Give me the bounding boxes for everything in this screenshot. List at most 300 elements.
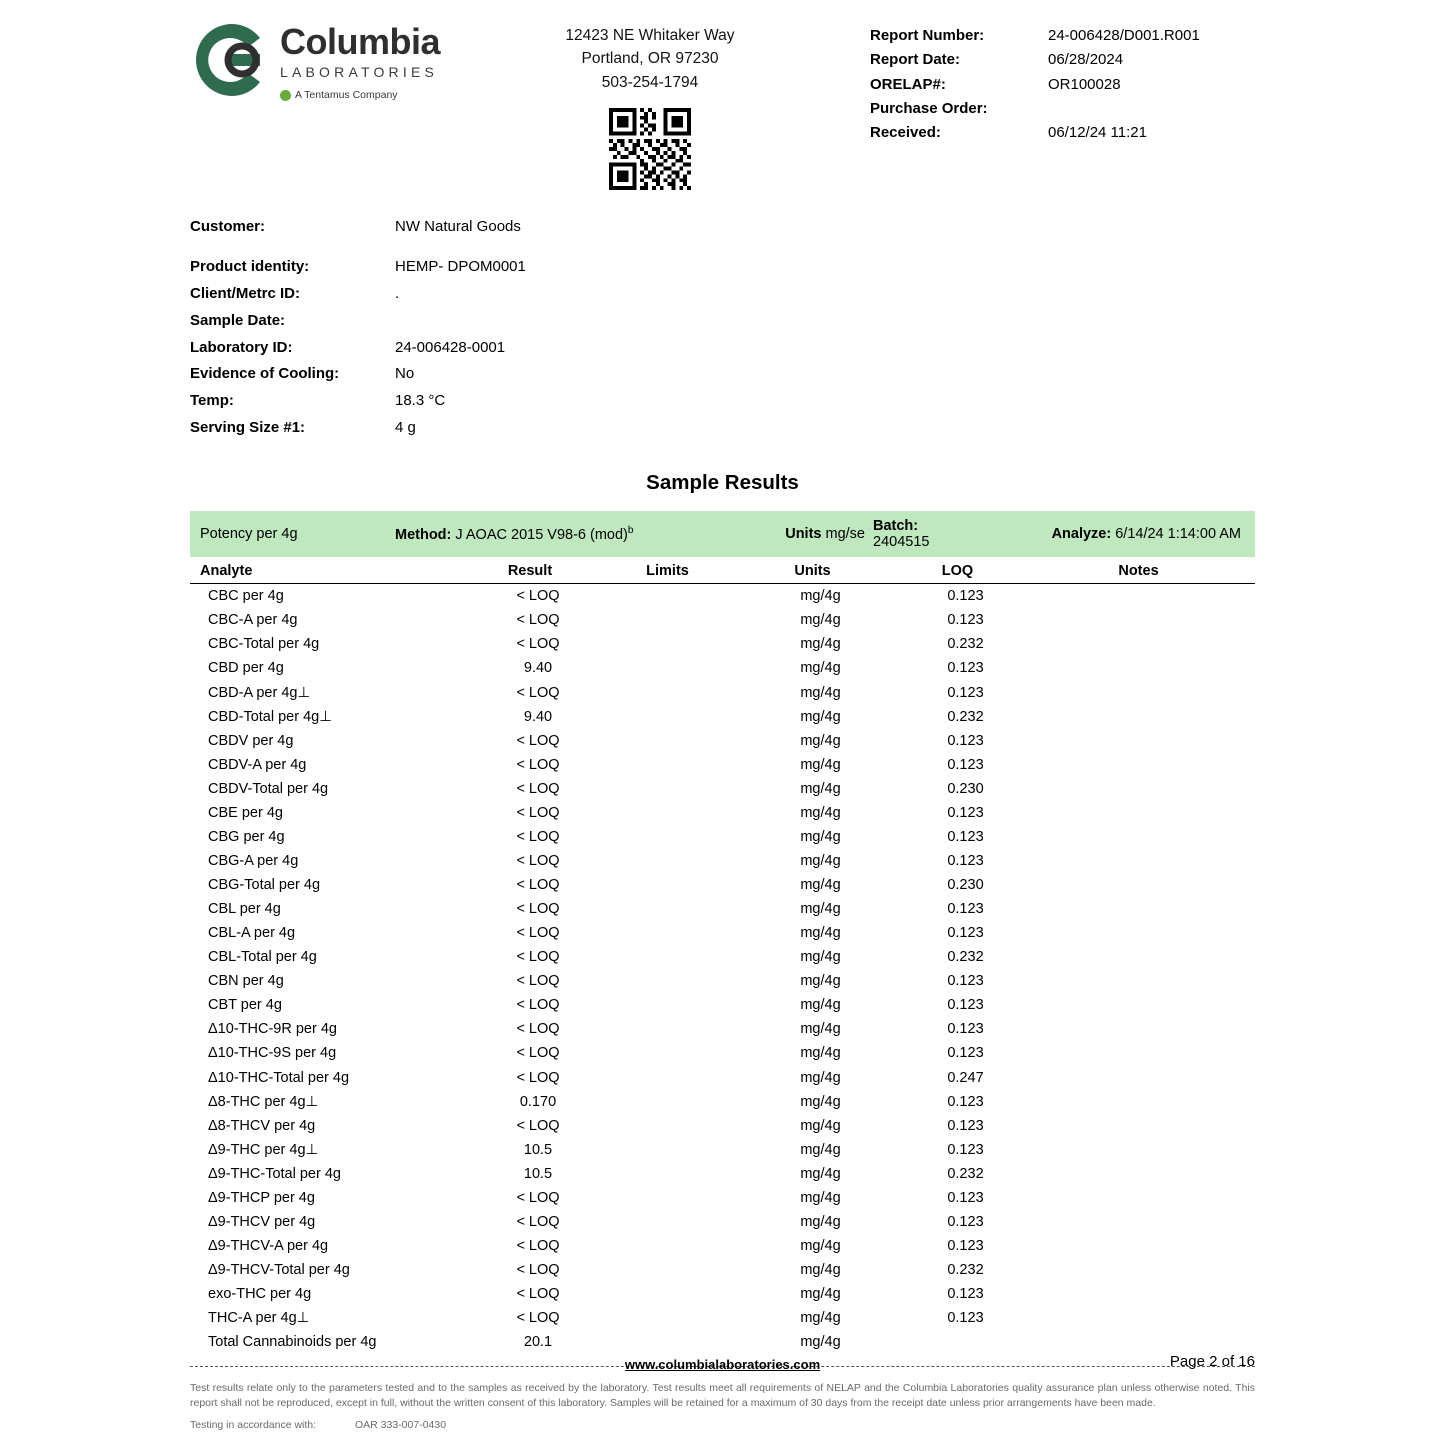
cell-notes [1038, 777, 1247, 801]
cell-result: 9.40 [523, 660, 553, 677]
band-units [755, 526, 865, 542]
cell-notes [1038, 1234, 1247, 1258]
cell-result: < LOQ [516, 925, 560, 942]
table-row [190, 849, 1255, 873]
cell-limits [603, 1282, 748, 1306]
meta-row [870, 73, 1385, 97]
cell-result: < LOQ [516, 973, 560, 990]
cell-limits [603, 632, 748, 656]
column-header-result: Result [507, 563, 553, 580]
table-row [190, 632, 1255, 656]
cell-loq: 0.123 [947, 1310, 984, 1327]
info-label: Customer: [190, 217, 266, 235]
cell-analyte: Δ9-THCV per 4g [208, 1213, 316, 1230]
info-label: Serving Size #1: [190, 418, 306, 436]
table-row [190, 1138, 1255, 1162]
results-column-headers [190, 557, 1255, 584]
cell-limits [603, 1330, 748, 1354]
cell-loq: 0.123 [947, 901, 984, 918]
cell-loq: 0.123 [947, 684, 984, 701]
cell-limits [603, 753, 748, 777]
tentamus-leaf-icon [280, 90, 291, 101]
cell-loq: 0.232 [947, 636, 984, 653]
band-batch-label: Batch: [873, 518, 919, 535]
cell-loq: 0.123 [947, 804, 984, 821]
cell-analyte: THC-A per 4g⊥ [208, 1310, 310, 1327]
cell-loq: 0.123 [947, 1021, 984, 1038]
results-band-header [190, 511, 1255, 557]
cell-notes [1038, 945, 1247, 969]
cell-units: mg/4g [800, 1117, 841, 1134]
report-header [0, 0, 1445, 190]
cell-units: mg/4g [800, 684, 841, 701]
table-row [190, 1258, 1255, 1282]
table-row [190, 656, 1255, 680]
info-value: NW Natural Goods [395, 217, 521, 235]
cell-result: < LOQ [516, 1310, 560, 1327]
cell-units: mg/4g [800, 1021, 841, 1038]
cell-loq: 0.123 [947, 973, 984, 990]
cell-analyte: Total Cannabinoids per 4g [208, 1334, 377, 1351]
cell-result: 10.5 [523, 1141, 553, 1158]
table-row [190, 993, 1255, 1017]
cell-loq: 0.247 [947, 1069, 984, 1086]
cell-loq: 0.123 [947, 612, 984, 629]
meta-row [870, 121, 1385, 145]
info-value: . [395, 285, 400, 303]
meta-row [870, 97, 1385, 121]
cell-result: < LOQ [516, 684, 560, 701]
cell-loq: 0.123 [947, 1141, 984, 1158]
info-label: Sample Date: [190, 311, 286, 329]
table-row [190, 801, 1255, 825]
footer-accordance [190, 1419, 1255, 1431]
info-value [395, 308, 1445, 335]
cell-units: mg/4g [800, 852, 841, 869]
footer-page-number: Page 2 of 16 [1169, 1353, 1255, 1371]
meta-label: Report Date: [870, 51, 961, 69]
meta-label: ORELAP#: [870, 75, 946, 93]
cell-units: mg/4g [800, 925, 841, 942]
table-row [190, 1090, 1255, 1114]
cell-notes [1038, 1090, 1247, 1114]
cell-limits [603, 1162, 748, 1186]
cell-limits [603, 993, 748, 1017]
cell-loq: 0.232 [947, 1262, 984, 1278]
info-label: Laboratory ID: [190, 338, 293, 356]
cell-units: mg/4g [800, 973, 841, 990]
column-header-notes: Notes [1118, 563, 1159, 580]
cell-units: mg/4g [800, 1093, 841, 1110]
cell-limits [603, 1138, 748, 1162]
table-row [190, 1306, 1255, 1330]
cell-analyte: CBC-A per 4g [208, 612, 298, 629]
info-label: Product identity: [190, 258, 310, 276]
cell-limits [603, 777, 748, 801]
cell-analyte: CBDV per 4g [208, 732, 294, 749]
table-row [190, 681, 1255, 705]
cell-notes [1038, 897, 1247, 921]
table-row [190, 1210, 1255, 1234]
cell-result: < LOQ [516, 612, 560, 629]
info-row-sample-date [190, 308, 1445, 335]
cell-result: 10.5 [523, 1165, 553, 1182]
columbia-c-logo-icon [190, 18, 274, 102]
band-batch-value: 2404515 [873, 534, 930, 551]
cell-analyte: Δ9-THCV-A per 4g [208, 1237, 329, 1254]
cell-notes [1038, 729, 1247, 753]
cell-result: < LOQ [516, 877, 560, 893]
cell-analyte: CBDV-Total per 4g [208, 780, 329, 797]
cell-notes [1038, 1306, 1247, 1330]
cell-limits [603, 969, 748, 993]
band-analyze-label: Analyze: [1051, 526, 1112, 543]
cell-analyte: CBD per 4g [208, 660, 284, 677]
cell-analyte: Δ10-THC-Total per 4g [208, 1069, 350, 1086]
info-row-client-metrc-id [190, 281, 1445, 308]
cell-notes [1038, 656, 1247, 680]
cell-result: < LOQ [516, 1045, 560, 1062]
cell-result: < LOQ [516, 852, 560, 869]
band-potency-label: Potency per 4g [200, 526, 298, 543]
cell-result: < LOQ [516, 1286, 560, 1303]
lab-logo [190, 14, 490, 102]
cell-limits [603, 1186, 748, 1210]
cell-notes [1038, 969, 1247, 993]
band-units-label: Units [785, 526, 822, 543]
cell-analyte: CBC-Total per 4g [208, 636, 320, 653]
footer-website-link[interactable]: www.columbialaboratories.com [624, 1357, 821, 1373]
table-row [190, 1066, 1255, 1090]
cell-limits [603, 1066, 748, 1090]
cell-units: mg/4g [800, 1069, 841, 1086]
cell-analyte: Δ9-THCV-Total per 4g [208, 1262, 350, 1278]
cell-notes [1038, 1162, 1247, 1186]
cell-loq: 0.123 [947, 925, 984, 942]
meta-row [870, 24, 1385, 48]
cell-analyte: CBE per 4g [208, 804, 283, 821]
table-row [190, 1017, 1255, 1041]
meta-label: Received: [870, 124, 941, 142]
cell-notes [1038, 1330, 1247, 1354]
cell-result: < LOQ [516, 1069, 560, 1086]
cell-loq: 0.123 [947, 756, 984, 773]
cell-units: mg/4g [800, 877, 841, 893]
info-value: 18.3 °C [395, 391, 446, 409]
cell-analyte: CBC per 4g [208, 588, 284, 605]
table-row [190, 1186, 1255, 1210]
cell-notes [1038, 1114, 1247, 1138]
cell-analyte: CBT per 4g [208, 997, 282, 1014]
cell-loq: 0.232 [947, 1165, 984, 1182]
address-line-2: Portland, OR 97230 [581, 50, 719, 68]
cell-analyte: Δ10-THC-9R per 4g [208, 1021, 337, 1038]
qr-code-icon [609, 108, 691, 190]
cell-result: < LOQ [516, 901, 560, 918]
cell-units: mg/4g [800, 1213, 841, 1230]
table-row [190, 1234, 1255, 1258]
cell-limits [603, 1114, 748, 1138]
cell-units: mg/4g [800, 1310, 841, 1327]
meta-label: Purchase Order: [870, 99, 988, 117]
cell-units: mg/4g [800, 612, 841, 629]
table-row [190, 945, 1255, 969]
cell-analyte: CBD-A per 4g⊥ [208, 684, 311, 701]
info-value: No [395, 365, 415, 383]
footer-legal-text: Test results relate only to the parameters tested and to the samples as received by the laboratory. Test results meet all requirements of NELAP and the Columbia Laboratories quality assurance plan unless otherwise noted. This report shall not be reproduced, except in full, without the written consent of this laboratory. Samples will be retained for a maximum of 30 days from the receipt date unless prior arrangements have been made. [190, 1382, 1255, 1410]
cell-analyte: exo-THC per 4g [208, 1286, 312, 1303]
cell-result: < LOQ [516, 636, 560, 653]
cell-units: mg/4g [800, 636, 841, 653]
cell-notes [1038, 753, 1247, 777]
cell-loq: 0.123 [947, 828, 984, 845]
cell-analyte: CBN per 4g [208, 973, 284, 990]
info-value: 4 g [395, 418, 416, 436]
cell-limits [603, 1210, 748, 1234]
cell-limits [603, 825, 748, 849]
cell-limits [603, 1041, 748, 1065]
cell-notes [1038, 608, 1247, 632]
cell-analyte: Δ9-THC per 4g⊥ [208, 1141, 319, 1158]
cell-analyte: CBG per 4g [208, 828, 285, 845]
logo-tagline [280, 89, 440, 101]
report-footer [0, 1353, 1445, 1431]
cell-notes [1038, 705, 1247, 729]
table-row [190, 897, 1255, 921]
cell-units: mg/4g [800, 901, 841, 918]
cell-units: mg/4g [800, 732, 841, 749]
cell-units: mg/4g [800, 804, 841, 821]
info-row-product-identity [190, 254, 1445, 281]
cell-notes [1038, 1210, 1247, 1234]
logo-wordmark [280, 18, 440, 101]
cell-units: mg/4g [800, 1334, 841, 1351]
table-row [190, 1330, 1255, 1354]
cell-analyte: CBL-A per 4g [208, 925, 296, 942]
meta-value: 06/28/2024 [1048, 51, 1124, 69]
cell-result: < LOQ [516, 804, 560, 821]
meta-value: 24-006428/D001.R001 [1048, 27, 1200, 44]
cell-notes [1038, 921, 1247, 945]
cell-analyte: Δ8-THC per 4g⊥ [208, 1093, 319, 1110]
band-units-value: mg/se [825, 526, 865, 543]
info-row-laboratory-id [190, 335, 1445, 362]
cell-analyte: CBD-Total per 4g⊥ [208, 708, 332, 725]
cell-analyte: Δ9-THC-Total per 4g [208, 1165, 341, 1182]
cell-notes [1038, 1282, 1247, 1306]
cell-limits [603, 1234, 748, 1258]
cell-analyte: CBDV-A per 4g [208, 756, 307, 773]
cell-result: < LOQ [516, 1117, 560, 1134]
cell-limits [603, 705, 748, 729]
cell-units: mg/4g [800, 756, 841, 773]
cell-limits [603, 608, 748, 632]
cell-limits [603, 681, 748, 705]
cell-units: mg/4g [800, 1237, 841, 1254]
table-row [190, 1041, 1255, 1065]
band-method-label: Method: [395, 527, 452, 544]
cell-limits [603, 849, 748, 873]
cell-units: mg/4g [800, 660, 841, 677]
table-row [190, 1114, 1255, 1138]
cell-notes [1038, 801, 1247, 825]
cell-loq: 0.123 [947, 1237, 984, 1254]
info-value: HEMP- DPOM0001 [395, 258, 526, 276]
cell-units: mg/4g [800, 1141, 841, 1158]
cell-notes [1038, 993, 1247, 1017]
cell-notes [1038, 1066, 1247, 1090]
cell-loq: 0.123 [947, 1189, 984, 1206]
cell-loq: 0.123 [947, 997, 984, 1014]
cell-units: mg/4g [800, 997, 841, 1014]
info-label: Client/Metrc ID: [190, 285, 301, 303]
cell-limits [603, 921, 748, 945]
cell-result: 0.170 [519, 1093, 557, 1110]
cell-units: mg/4g [800, 1165, 841, 1182]
table-row [190, 825, 1255, 849]
cell-units: mg/4g [800, 1286, 841, 1303]
cell-analyte: CBG-A per 4g [208, 852, 299, 869]
meta-row [870, 48, 1385, 72]
cell-limits [603, 945, 748, 969]
band-analyze [971, 526, 1247, 542]
cell-loq: 0.123 [947, 660, 984, 677]
cell-notes [1038, 825, 1247, 849]
cell-notes [1038, 873, 1247, 897]
info-label: Temp: [190, 391, 234, 409]
table-row [190, 777, 1255, 801]
info-row-temp [190, 388, 1445, 415]
cell-notes [1038, 681, 1247, 705]
cell-loq: 0.232 [947, 708, 984, 725]
cell-result: < LOQ [516, 1262, 560, 1278]
footer-accordance-label: Testing in accordance with: [190, 1419, 317, 1431]
lab-address [490, 14, 810, 190]
column-header-loq: LOQ [941, 563, 974, 580]
footer-top [190, 1353, 1255, 1379]
table-row [190, 873, 1255, 897]
cell-analyte: CBL per 4g [208, 901, 281, 918]
cell-limits [603, 1306, 748, 1330]
info-row-evidence-of-cooling [190, 361, 1445, 388]
column-header-analyte: Analyte [200, 563, 253, 580]
cell-loq: 0.123 [947, 1286, 984, 1303]
cell-limits [603, 897, 748, 921]
info-row-customer [190, 214, 1445, 241]
cell-notes [1038, 1258, 1247, 1282]
cell-limits [603, 801, 748, 825]
cell-result: 20.1 [523, 1334, 553, 1351]
column-header-units: Units [794, 563, 831, 580]
section-title-sample-results: Sample Results [646, 471, 799, 495]
footer-accordance-value: OAR 333-007-0430 [355, 1419, 447, 1431]
table-row [190, 969, 1255, 993]
results-rows [190, 584, 1255, 1354]
cell-analyte: Δ9-THCP per 4g [208, 1189, 315, 1206]
cell-notes [1038, 1017, 1247, 1041]
cell-analyte: CBL-Total per 4g [208, 949, 317, 966]
cell-notes [1038, 1138, 1247, 1162]
cell-units: mg/4g [800, 949, 841, 966]
table-row [190, 705, 1255, 729]
cell-limits [603, 656, 748, 680]
cell-units: mg/4g [800, 828, 841, 845]
table-row [190, 921, 1255, 945]
table-row [190, 753, 1255, 777]
table-row [190, 1282, 1255, 1306]
cell-limits [603, 584, 748, 608]
cell-loq: 0.123 [947, 1213, 984, 1230]
info-row-serving-size [190, 415, 1445, 442]
report-meta [810, 14, 1385, 145]
column-header-limits: Limits [646, 563, 689, 580]
cell-units: mg/4g [800, 1262, 841, 1278]
meta-value [1048, 97, 1385, 121]
table-row [190, 1162, 1255, 1186]
meta-value: 06/12/24 11:21 [1048, 124, 1147, 142]
cell-loq: 0.123 [947, 732, 984, 749]
table-row [190, 608, 1255, 632]
band-method [395, 525, 755, 543]
cell-result: < LOQ [516, 949, 560, 966]
cell-notes [1038, 584, 1247, 608]
cell-analyte: Δ10-THC-9S per 4g [208, 1045, 337, 1062]
logo-subtitle: LABORATORIES [280, 64, 439, 80]
cell-result: < LOQ [516, 997, 560, 1014]
band-analyze-value: 6/14/24 1:14:00 AM [1115, 526, 1241, 543]
cell-result: < LOQ [516, 828, 560, 845]
results-table [0, 511, 1445, 1354]
meta-value: OR100028 [1048, 75, 1121, 93]
cell-notes [1038, 1186, 1247, 1210]
meta-label: Report Number: [870, 27, 985, 44]
cell-units: mg/4g [800, 708, 841, 725]
cell-units: mg/4g [800, 588, 841, 605]
cell-result: 9.40 [523, 708, 553, 725]
cell-result: < LOQ [516, 1189, 560, 1206]
logo-name: Columbia [280, 21, 441, 62]
cell-result: < LOQ [516, 732, 560, 749]
cell-notes [1038, 1041, 1247, 1065]
info-label: Evidence of Cooling: [190, 365, 340, 383]
address-phone: 503-254-1794 [601, 73, 699, 91]
cell-notes [1038, 849, 1247, 873]
cell-loq: 0.123 [947, 1093, 984, 1110]
table-row [190, 729, 1255, 753]
cell-loq: 0.123 [947, 588, 984, 605]
band-batch [865, 518, 971, 550]
cell-loq: 0.230 [947, 780, 984, 797]
table-row [190, 584, 1255, 608]
cell-result: < LOQ [516, 1213, 560, 1230]
cell-limits [603, 873, 748, 897]
sample-info [0, 190, 1445, 442]
cell-result: < LOQ [516, 1237, 560, 1254]
info-value: 24-006428-0001 [395, 338, 506, 356]
cell-limits [603, 1017, 748, 1041]
cell-result: < LOQ [516, 756, 560, 773]
cell-units: mg/4g [800, 1189, 841, 1206]
band-method-superscript: b [627, 525, 634, 537]
cell-result: < LOQ [516, 588, 560, 605]
address-line-1: 12423 NE Whitaker Way [565, 27, 735, 44]
logo-tagline-text: A Tentamus Company [295, 89, 398, 101]
cell-loq: 0.123 [947, 852, 984, 869]
cell-analyte: CBG-Total per 4g [208, 877, 321, 893]
cell-loq [893, 1330, 1038, 1354]
cell-limits [603, 1258, 748, 1282]
cell-limits [603, 1090, 748, 1114]
